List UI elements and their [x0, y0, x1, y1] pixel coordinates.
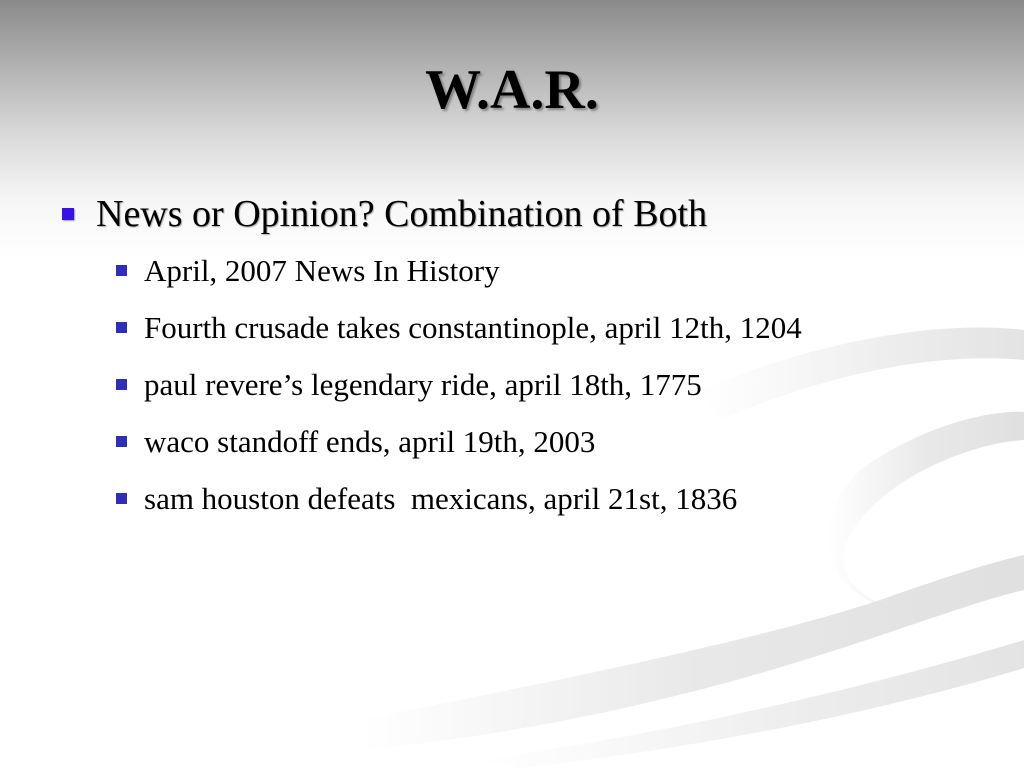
sub-bullet-text: sam houston defeats mexicans, april 21st, 1836 [144, 480, 738, 516]
square-bullet-icon [116, 322, 127, 333]
square-bullet-icon [62, 208, 74, 220]
sub-bullet-item [116, 242, 1002, 299]
sub-bullet-item [116, 470, 1002, 527]
sub-bullet-text: April, 2007 News In History [144, 252, 500, 288]
sub-bullet-text: waco standoff ends, april 19th, 2003 [144, 423, 596, 459]
sub-bullet-item [116, 299, 1002, 356]
main-bullet-text: News or Opinion? Combination of Both [96, 193, 708, 235]
sub-bullet-text: Fourth crusade takes constantinople, april 12th, 1204 [144, 309, 802, 345]
sub-bullet-item [116, 413, 1002, 470]
slide-body [62, 190, 1002, 527]
slide-title: W.A.R. [425, 59, 599, 121]
sub-bullet-item [116, 356, 1002, 413]
square-bullet-icon [116, 265, 127, 276]
sub-bullet-list [116, 242, 1002, 527]
square-bullet-icon [116, 493, 127, 504]
square-bullet-icon [116, 379, 127, 390]
main-bullet-item [62, 190, 1002, 238]
square-bullet-icon [116, 436, 127, 447]
sub-bullet-text: paul revere’s legendary ride, april 18th, 1775 [144, 366, 702, 402]
swoosh-band-lower [360, 555, 1024, 750]
